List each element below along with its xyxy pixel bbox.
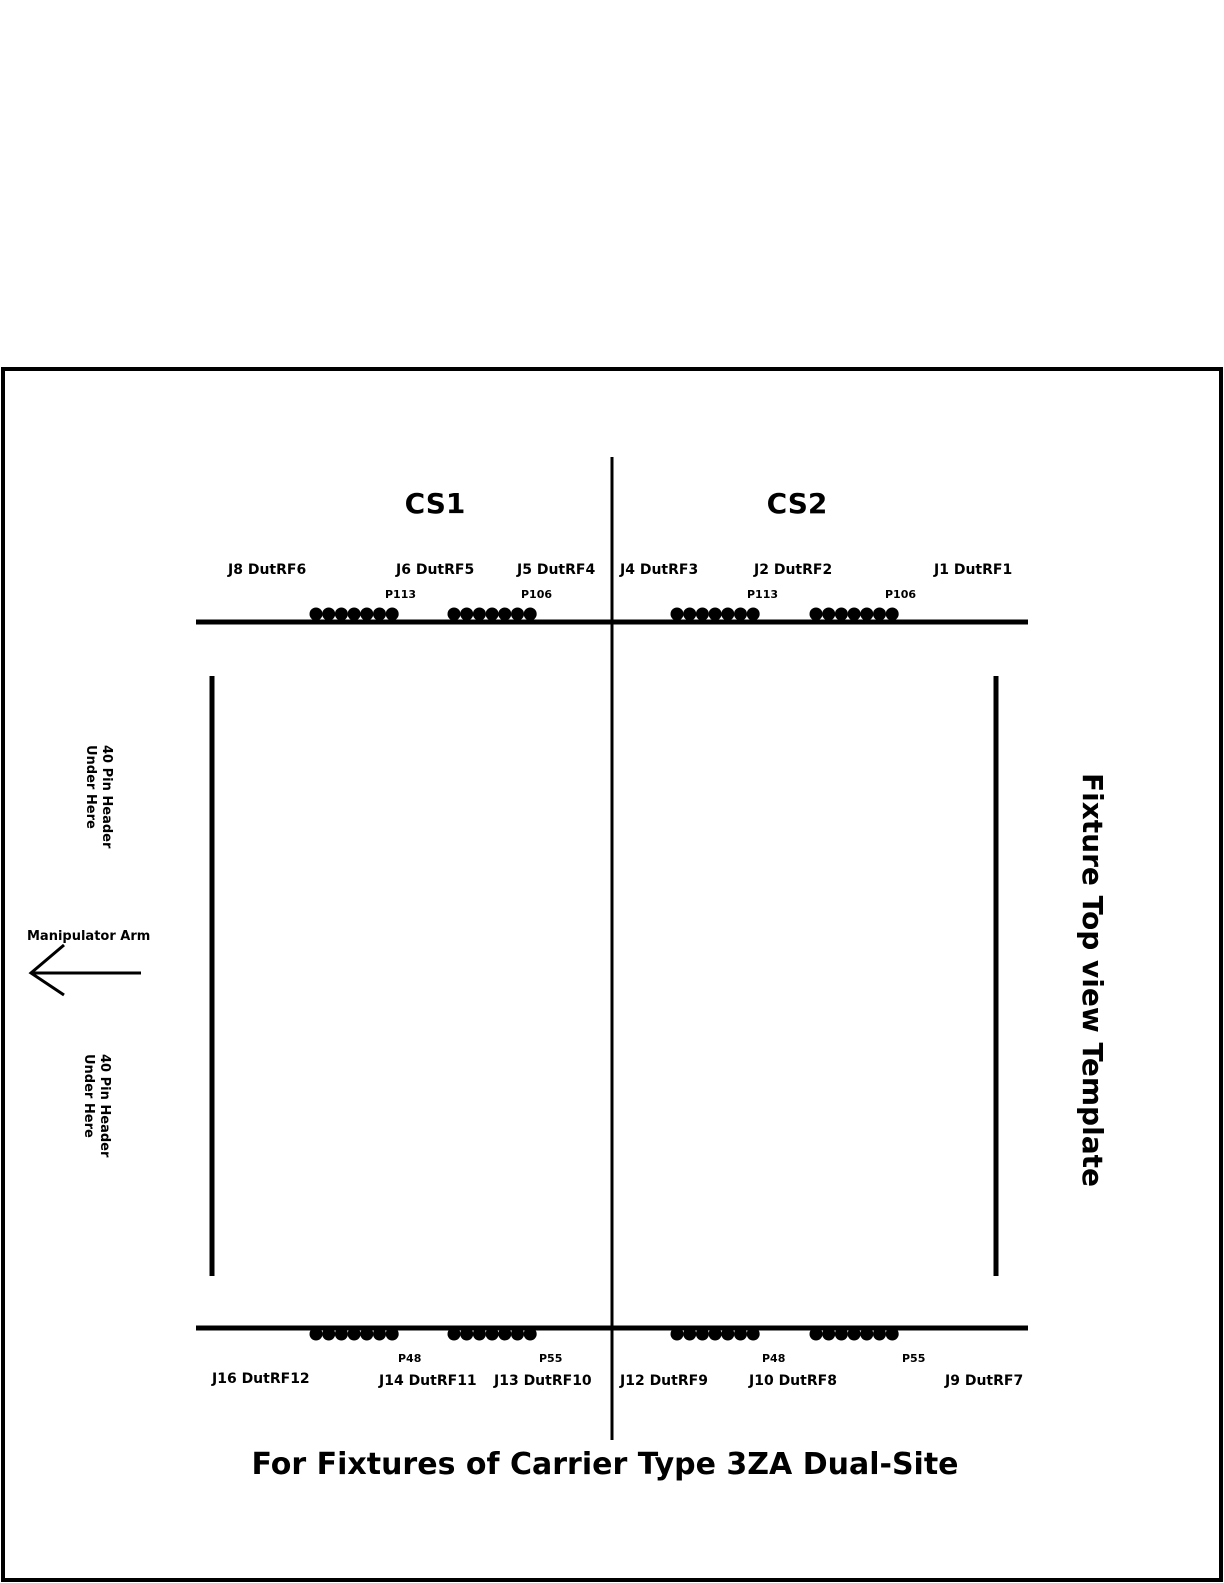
pin-label-top-2: P106 xyxy=(521,588,553,601)
pin-dot-bottom-1-6 xyxy=(373,1328,386,1341)
pin-dot-bottom-3-6 xyxy=(734,1328,747,1341)
left-arrow-icon xyxy=(31,945,141,995)
manipulator-label: Manipulator Arm xyxy=(27,929,151,944)
pin-dot-bottom-2-5 xyxy=(498,1328,511,1341)
pin-label-bottom-2: P55 xyxy=(539,1352,563,1365)
pin-label-bottom-1: P48 xyxy=(398,1352,422,1365)
vertical-title-text: Fixture Top view Template xyxy=(1076,773,1109,1187)
site-label-cs2: CS2 xyxy=(766,487,828,520)
pin-dot-top-3-2 xyxy=(683,608,696,621)
pin-dot-bottom-3-7 xyxy=(747,1328,760,1341)
connector-label-j5: J5 DutRF4 xyxy=(517,562,596,578)
connector-label-j6: J6 DutRF5 xyxy=(396,562,475,578)
pin-dot-bottom-1-3 xyxy=(335,1328,348,1341)
pin-dot-top-4-4 xyxy=(848,608,861,621)
pin-dot-top-2-5 xyxy=(498,608,511,621)
pin-dot-bottom-2-7 xyxy=(524,1328,537,1341)
pin-dot-bottom-3-2 xyxy=(683,1328,696,1341)
pin-dot-top-2-7 xyxy=(524,608,537,621)
pin-dot-bottom-4-1 xyxy=(810,1328,823,1341)
pin-label-bottom-4: P55 xyxy=(902,1352,926,1365)
header-note-top-line1: 40 Pin Header xyxy=(99,745,114,849)
pin-dot-bottom-1-4 xyxy=(348,1328,361,1341)
connector-label-j13: J13 DutRF10 xyxy=(494,1373,592,1389)
header-note-top xyxy=(83,745,114,849)
pin-dot-bottom-1-2 xyxy=(322,1328,335,1341)
pin-dot-top-3-4 xyxy=(709,608,722,621)
connector-label-j2: J2 DutRF2 xyxy=(754,562,833,578)
connector-label-j10: J10 DutRF8 xyxy=(749,1373,837,1389)
pin-dot-bottom-2-4 xyxy=(486,1328,499,1341)
connector-label-j8: J8 DutRF6 xyxy=(228,562,307,578)
pin-dot-bottom-1-5 xyxy=(360,1328,373,1341)
connector-label-j9: J9 DutRF7 xyxy=(945,1373,1024,1389)
pin-dot-bottom-4-2 xyxy=(822,1328,835,1341)
pin-dot-top-4-1 xyxy=(810,608,823,621)
pin-dot-top-4-7 xyxy=(886,608,899,621)
pin-dot-bottom-3-4 xyxy=(709,1328,722,1341)
pin-dot-top-1-5 xyxy=(360,608,373,621)
pin-dot-bottom-3-5 xyxy=(721,1328,734,1341)
pin-label-top-4: P106 xyxy=(885,588,917,601)
pin-dot-bottom-2-1 xyxy=(448,1328,461,1341)
site-label-cs1: CS1 xyxy=(404,487,466,520)
pin-dot-top-2-1 xyxy=(448,608,461,621)
pin-dot-top-1-6 xyxy=(373,608,386,621)
connector-label-j1: J1 DutRF1 xyxy=(934,562,1013,578)
pin-dot-top-1-2 xyxy=(322,608,335,621)
pin-dot-top-2-2 xyxy=(460,608,473,621)
header-note-bottom-line2: Under Here xyxy=(81,1054,96,1138)
pin-dot-bottom-2-2 xyxy=(460,1328,473,1341)
pin-dot-top-3-7 xyxy=(747,608,760,621)
pin-label-top-3: P113 xyxy=(747,588,779,601)
pin-dot-bottom-4-4 xyxy=(848,1328,861,1341)
pin-dot-top-3-6 xyxy=(734,608,747,621)
pin-dot-top-3-3 xyxy=(696,608,709,621)
pin-dot-top-1-3 xyxy=(335,608,348,621)
header-note-bottom-line1: 40 Pin Header xyxy=(97,1054,112,1158)
pin-dot-top-2-6 xyxy=(511,608,524,621)
header-note-top-line2: Under Here xyxy=(83,745,98,829)
vertical-title xyxy=(1076,773,1109,1187)
pin-dot-top-1-1 xyxy=(310,608,323,621)
header-note-bottom xyxy=(81,1054,112,1158)
pin-dot-top-2-3 xyxy=(473,608,486,621)
pin-dot-bottom-2-3 xyxy=(473,1328,486,1341)
connector-label-j16: J16 DutRF12 xyxy=(212,1371,310,1387)
pin-dot-bottom-4-7 xyxy=(886,1328,899,1341)
pin-label-top-1: P113 xyxy=(385,588,417,601)
pin-dot-top-1-7 xyxy=(386,608,399,621)
footer-caption: For Fixtures of Carrier Type 3ZA Dual-Site xyxy=(251,1447,959,1482)
pin-dot-bottom-4-5 xyxy=(860,1328,873,1341)
connector-label-j12: J12 DutRF9 xyxy=(620,1373,708,1389)
pin-dot-groups xyxy=(310,608,899,1341)
pin-dot-top-4-3 xyxy=(835,608,848,621)
pin-dot-bottom-4-6 xyxy=(873,1328,886,1341)
pin-dot-bottom-1-7 xyxy=(386,1328,399,1341)
pin-dot-top-3-1 xyxy=(671,608,684,621)
pin-dot-top-3-5 xyxy=(721,608,734,621)
pin-dot-top-4-2 xyxy=(822,608,835,621)
pin-dot-bottom-4-3 xyxy=(835,1328,848,1341)
pin-dot-bottom-1-1 xyxy=(310,1328,323,1341)
pin-dot-top-2-4 xyxy=(486,608,499,621)
pin-dot-top-4-6 xyxy=(873,608,886,621)
pin-dot-bottom-3-3 xyxy=(696,1328,709,1341)
pin-dot-top-1-4 xyxy=(348,608,361,621)
pin-dot-bottom-3-1 xyxy=(671,1328,684,1341)
connector-label-j14: J14 DutRF11 xyxy=(379,1373,477,1389)
pin-dot-top-4-5 xyxy=(860,608,873,621)
pin-label-bottom-3: P48 xyxy=(762,1352,786,1365)
connector-label-j4: J4 DutRF3 xyxy=(620,562,699,578)
pin-dot-bottom-2-6 xyxy=(511,1328,524,1341)
